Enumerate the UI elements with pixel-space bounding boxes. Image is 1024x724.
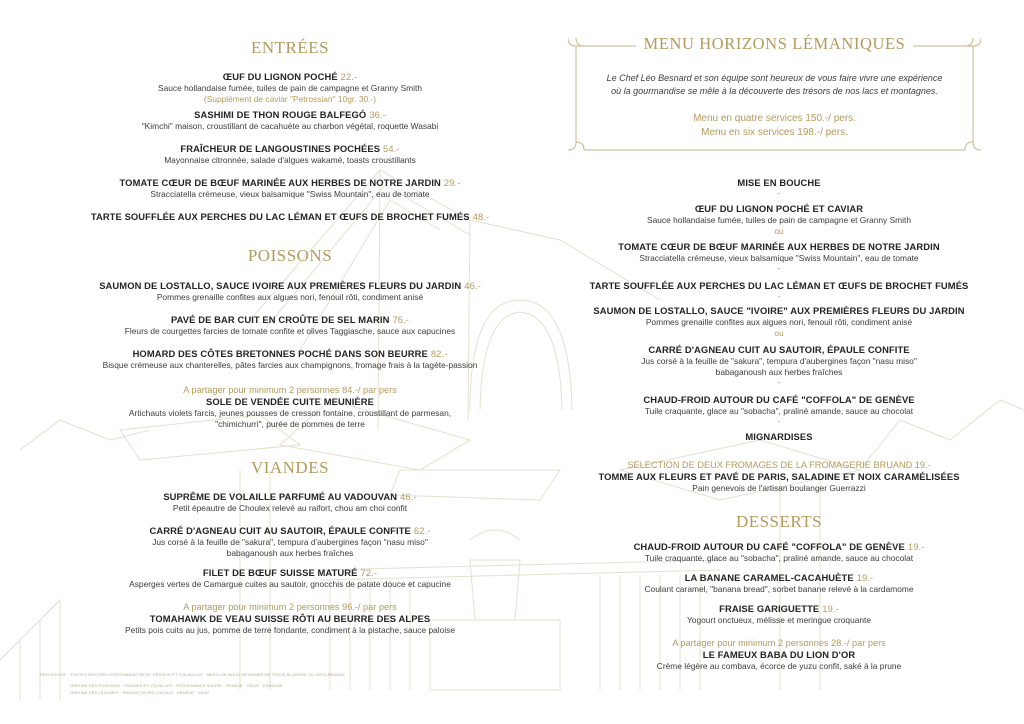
dish-price: 22.-	[340, 71, 358, 82]
dish-price: 54.-	[383, 143, 400, 154]
dish-price: 82.-	[430, 348, 448, 359]
dish-description: Pommes grenaille confites aux algues nori, fenouil rôti, condiment anisé	[156, 292, 424, 302]
course-or: ou	[774, 328, 784, 338]
dish-description: Jus corsé à la feuille de "sakura", tempura d'aubergines façon "nasu miso"	[152, 537, 428, 547]
course-separator: -	[777, 378, 781, 387]
dish-name: TOMATE CŒUR DE BŒUF MARINÉE AUX HERBES DE NOTRE JARDIN	[119, 177, 441, 188]
dish-description: Pommes grenaille confites aux algues nori, fenouil rôti, condiment anisé	[645, 317, 913, 327]
dish-name: SAUMON DE LOSTALLO, SAUCE IVOIRE AUX PREMIÈRES FLEURS DU JARDIN	[99, 280, 462, 291]
dessert-fraise	[563, 603, 995, 626]
dish-name: TARTE SOUFFLÉE AUX PERCHES DU LAC LÉMAN ET ŒUFS DE BROCHET FUMÉS	[90, 211, 470, 222]
dish-name: SAUMON DE LOSTALLO, SAUCE "IVOIRE" AUX PREMIÈRES FLEURS DU JARDIN	[593, 305, 965, 316]
dish-description: Tuile craquante, glace au "sobacha", praliné amande, sauce au chocolat	[644, 406, 914, 416]
cheese-title: SELECTION DE DEUX FROMAGES DE LA FROMAGERIE BRUAND 19.-	[627, 460, 931, 470]
dish-name: ŒUF DU LIGNON POCHÉ	[222, 71, 338, 82]
share-price: 84.-/ par pers	[342, 385, 397, 395]
dish-description: Petit épeautre de Choulex relevé au raifort, chou am choi confit	[172, 503, 408, 513]
dish-name: TARTE SOUFFLÉE AUX PERCHES DU LAC LÉMAN ET ŒUFS DE BROCHET FUMÉS	[589, 280, 969, 291]
course-separator: -	[777, 417, 781, 426]
menu-item-tarte-soufflee	[40, 211, 540, 223]
tasting-course-tomate	[563, 241, 995, 273]
dish-price: 19.-	[822, 603, 839, 614]
dish-name: CHAUD-FROID AUTOUR DU CAFÉ "COFFOLA" DE GENÈVE	[643, 394, 915, 405]
tasting-course-oeuf-caviar	[563, 203, 995, 237]
course-separator: -	[777, 264, 781, 273]
dish-name: TOMAHAWK DE VEAU SUISSE RÔTI AU BEURRE DES ALPES	[149, 613, 431, 624]
dish-description: Stracciatella crémeuse, vieux balsamique "Swiss Mountain", eau de tomate	[150, 189, 430, 199]
share-note: A partager pour minimum 2 personnes	[183, 385, 340, 395]
tasting-menu-title: MENU HORIZONS LÉMANIQUES	[636, 34, 914, 53]
dish-description: Coulant caramel, "banana bread", sorbet banane relevé à la cardamome	[644, 584, 914, 594]
dish-name: FRAÎCHEUR DE LANGOUSTINES POCHÉES	[180, 143, 381, 154]
dish-description-2: babaganoush aux herbes fraîches	[226, 548, 354, 558]
dish-price: 46.-	[464, 280, 481, 291]
dish-description: Bisque crémeuse aux chanterelles, pâtes farcies aux champignons, fromage frais à la tagète-passion	[102, 360, 478, 370]
footnote-line-1: PRIX EN CHF · TOUTES NOS PRIX S'ENTENDENT NETS, SERVICE ET TVA INCLUS · MERCI DE NOUS INFORMER DE TOUTE ALLERGIE OU INTOLÉRANCE	[40, 672, 345, 677]
dish-name: MIGNARDISES	[745, 431, 813, 442]
dish-price: 46.-	[400, 491, 417, 502]
dish-name: CARRÉ D'AGNEAU CUIT AU SAUTOIR, ÉPAULE CONFITE	[648, 344, 910, 355]
dish-price: 62.-	[413, 525, 431, 536]
menu-item-volaille	[40, 491, 540, 514]
dish-description: "Kimchi" maison, croustillant de cacahuète au charbon végétal, roquette Wasabi	[141, 121, 439, 131]
tasting-course-mignardises	[563, 431, 995, 443]
dish-description: Asperges vertes de Camargue cuites au sautoir, gnocchis de patate douce et capucine	[129, 579, 451, 589]
menu-price-six-courses: Menu en six services 198.-/ pers.	[701, 127, 848, 138]
dish-name: CARRÉ D'AGNEAU CUIT AU SAUTOIR, ÉPAULE CONFITE	[149, 525, 411, 536]
dish-name: FILET DE BŒUF SUISSE MATURÉ	[202, 567, 358, 578]
menu-item-langoustines	[40, 143, 540, 166]
menu-item-agneau	[40, 525, 540, 559]
dish-description: Sauce hollandaise fumée, tuiles de pain de campagne et Granny Smith	[158, 83, 422, 93]
dessert-chaud-froid	[563, 541, 995, 564]
dish-name: ŒUF DU LIGNON POCHÉ ET CAVIAR	[694, 203, 864, 214]
dessert-baba-share	[563, 637, 995, 672]
dish-name: TOMATE CŒUR DE BŒUF MARINÉE AUX HERBES DE NOTRE JARDIN	[618, 241, 940, 252]
viandes-heading: VIANDES	[250, 458, 330, 477]
dish-price: 72.-	[360, 567, 378, 578]
menu-item-sole-share	[40, 384, 540, 430]
dish-name: SASHIMI DE THON ROUGE BALFEGÓ	[194, 109, 367, 120]
dish-price: 19.-	[907, 541, 925, 552]
tasting-course-saumon	[563, 305, 995, 339]
dish-name: CHAUD-FROID AUTOUR DU CAFÉ "COFFOLA" DE GENÈVE	[633, 541, 905, 552]
dish-description: Petits pois cuits au jus, pomme de terre fondante, condiment à la pistache, sauce paloise	[124, 625, 456, 635]
menu-price-four-courses: Menu en quatre services 150.-/ pers.	[693, 113, 856, 124]
course-separator: -	[777, 189, 781, 198]
menu-intro-line-2: où la gourmandise se mêle à la découverte des trésors de nos lacs et montagnes.	[611, 86, 938, 96]
share-price: 96.-/ par pers	[342, 602, 397, 612]
dish-price: 76.-	[392, 314, 410, 325]
share-note: A partager pour minimum 2 personnes	[183, 602, 340, 612]
tasting-course-tarte	[563, 280, 995, 301]
menu-item-bar	[40, 314, 540, 337]
dish-description: Tuile craquante, glace au "sobacha", praliné amande, sauce au chocolat	[644, 553, 914, 563]
menu-intro-line-1: Le Chef Léo Besnard et son équipe sont heureux de vous faire vivre une expérience	[606, 73, 943, 83]
menu-item-tomahawk-share	[40, 601, 540, 636]
desserts-heading: DESSERTS	[735, 512, 823, 531]
dish-description: Yogourt onctueux, mélisse et meringue croquante	[686, 615, 872, 625]
dish-description: Sauce hollandaise fumée, tuiles de pain de campagne et Granny Smith	[647, 215, 911, 225]
dish-description-2: "chimichurri", purée de pommes de terre	[215, 419, 365, 429]
entrees-heading: ENTRÉES	[250, 38, 330, 57]
menu-item-homard	[40, 348, 540, 371]
dish-description: Jus corsé à la feuille de "sakura", tempura d'aubergines façon "nasu miso"	[641, 356, 917, 366]
tasting-course-agneau	[563, 344, 995, 387]
dish-description: Pain genevois de l'artisan boulanger Guerrazzi	[692, 483, 866, 493]
menu-item-filet-boeuf	[40, 567, 540, 590]
dish-name: FRAISE GARIGUETTE	[719, 603, 820, 614]
dish-name: TOMME AUX FLEURS ET PAVÉ DE PARIS, SALADINE ET NOIX CARAMÉLISÉES	[598, 471, 960, 482]
menu-item-sashimi	[40, 109, 540, 132]
dish-supplement: (Supplément de caviar "Petrossian" 10gr. 30.-)	[203, 94, 377, 104]
dish-price: 48.-	[472, 211, 490, 222]
menu-item-tomate	[40, 177, 540, 200]
share-price: 28.-/ par pers	[831, 638, 886, 648]
footnote-line-2: ORIGINE DES POISSONS · VIANDES ET VOLAILLES · PROVENANCE SUISSE · FRANCE · ITALIE · ESPAGNE	[70, 683, 283, 688]
course-separator: -	[777, 292, 781, 301]
share-note: A partager pour minimum 2 personnes	[672, 638, 829, 648]
dish-name: PAVÉ DE BAR CUIT EN CROÛTE DE SEL MARIN	[170, 314, 390, 325]
cheese-selection	[563, 459, 995, 494]
dish-price: 36.-	[369, 109, 386, 120]
dish-price: 19.-	[856, 572, 874, 583]
tasting-course-chaud-froid	[563, 394, 995, 426]
dish-name: SOLE DE VENDÉE CUITE MEUNIÈRE	[205, 396, 375, 407]
poissons-heading: POISSONS	[247, 246, 333, 265]
dessert-banane	[563, 572, 995, 595]
dish-name: LE FAMEUX BABA DU LION D'OR	[702, 649, 856, 660]
dish-description: Artichauts violets farcis, jeunes pousses de cresson fontaine, croustillant de parmesan,	[128, 408, 452, 418]
dish-description: Mayonnaise citronnée, salade d'algues wakamé, toasts croustillants	[164, 155, 416, 165]
dish-name: SUPRÊME DE VOLAILLE PARFUMÉ AU VADOUVAN	[163, 491, 398, 502]
footnote-line-3: ORIGINE DES LÉGUMES · PRODUCTEURS LOCAUX · GENÈVE · VAUD	[70, 690, 210, 695]
dish-description-2: babaganoush aux herbes fraîches	[715, 367, 843, 377]
dish-price: 29.-	[443, 177, 461, 188]
menu-item-oeuf-lignon	[40, 71, 540, 105]
course-or: ou	[774, 226, 784, 236]
tasting-amuse-bouche: MISE EN BOUCHE -	[563, 177, 995, 198]
tasting-menu-box	[568, 34, 981, 158]
dish-name: LA BANANE CARAMEL-CACAHUÈTE	[684, 572, 854, 583]
dish-description: Stracciatella crémeuse, vieux balsamique "Swiss Mountain", eau de tomate	[639, 253, 919, 263]
dish-name: HOMARD DES CÔTES BRETONNES POCHÉ DANS SON BEURRE	[132, 348, 428, 359]
dish-description: Fleurs de courgettes farcies de tomate confite et olives Taggiasche, sauce aux capucines	[124, 326, 456, 336]
dish-description: Crème légère au combava, écorce de yuzu confit, saké à la prune	[656, 661, 902, 671]
menu-item-saumon	[40, 280, 540, 303]
